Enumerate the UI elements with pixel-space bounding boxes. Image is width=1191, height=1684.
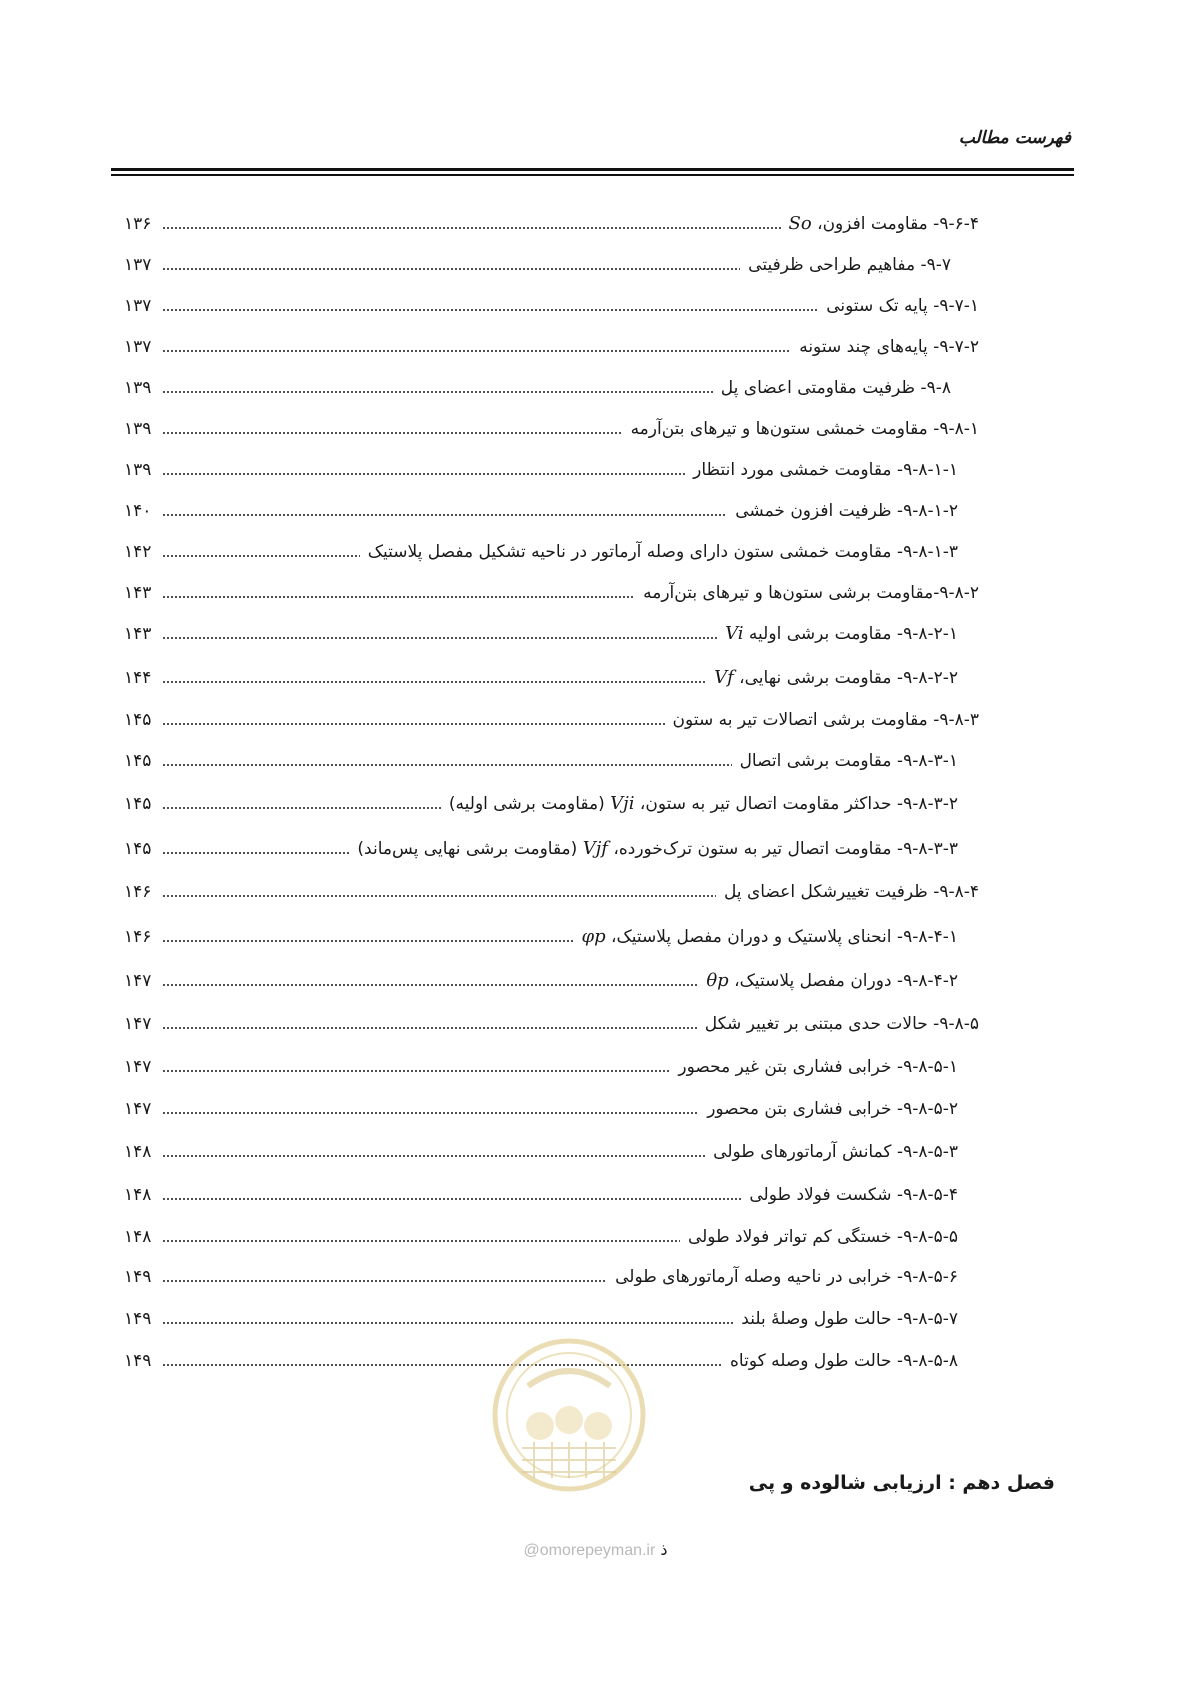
toc-dot-leader <box>162 852 349 854</box>
toc-page-number: ۱۴۷ <box>124 1014 152 1034</box>
toc-entry-title: ۹-۸-۲-۱- مقاومت برشی اولیه Vi <box>725 623 958 644</box>
toc-entry[interactable] <box>0 295 1191 329</box>
math-symbol: Vi <box>725 623 744 644</box>
toc-dot-leader <box>162 596 635 598</box>
toc-page-number: ۱۴۸ <box>124 1142 152 1162</box>
toc-entry-title: ۹-۸-۳- مقاومت برشی اتصالات تیر به ستون <box>672 710 979 730</box>
toc-page-number: ۱۳۷ <box>124 337 152 357</box>
toc-page-number: ۱۳۶ <box>124 214 152 234</box>
toc-entry[interactable] <box>0 926 1191 960</box>
toc-page-number: ۱۴۵ <box>124 710 152 730</box>
header-rule-thin <box>111 174 1074 176</box>
toc-page-number: ۱۳۹ <box>124 419 152 439</box>
toc-dot-leader <box>162 637 717 639</box>
toc-page-number: ۱۴۶ <box>124 882 152 902</box>
toc-dot-leader <box>162 1198 741 1200</box>
toc-dot-leader <box>162 227 781 229</box>
toc-page-number: ۱۴۹ <box>124 1309 152 1329</box>
toc-entry[interactable] <box>0 1056 1191 1090</box>
toc-page-number: ۱۴۵ <box>124 794 152 814</box>
toc-page-number: ۱۴۰ <box>124 501 152 521</box>
toc-entry-title: ۹-۸-۵-۵- خستگی کم تواتر فولاد طولی <box>687 1227 958 1247</box>
toc-entry-title: ۹-۸-۴-۲- دوران مفصل پلاستیک، θp <box>706 970 958 991</box>
toc-dot-leader <box>162 1070 670 1072</box>
math-symbol: Vf <box>714 667 734 688</box>
toc-page-number: ۱۴۲ <box>124 542 152 562</box>
toc-entry[interactable] <box>0 1184 1191 1218</box>
math-symbol: Vji <box>610 793 635 814</box>
math-symbol: φp <box>581 926 606 947</box>
toc-entry-title: ۹-۸-۵-۳- کمانش آرماتورهای طولی <box>713 1142 958 1162</box>
toc-page-number: ۱۳۹ <box>124 378 152 398</box>
toc-entry-title: ۹-۶-۴- مقاومت افزون، So <box>788 213 979 234</box>
running-head: فهرست مطالب <box>958 128 1071 148</box>
toc-entry[interactable] <box>0 336 1191 370</box>
math-symbol: θp <box>706 970 729 991</box>
toc-entry-title: ۹-۷-۱- پایه تک ستونی <box>826 296 979 316</box>
toc-dot-leader <box>162 350 791 352</box>
toc-page-number: ۱۳۹ <box>124 460 152 480</box>
toc-entry[interactable] <box>0 1098 1191 1132</box>
toc-entry-title: ۹-۸-۵-۷- حالت طول وصلهٔ بلند <box>741 1309 958 1329</box>
toc-dot-leader <box>162 1027 697 1029</box>
publisher-seal-icon <box>490 1336 648 1494</box>
header-rule-thick <box>111 168 1074 171</box>
toc-page-number: ۱۳۷ <box>124 296 152 316</box>
toc-entry[interactable] <box>0 500 1191 534</box>
toc-page-number: ۱۴۸ <box>124 1185 152 1205</box>
toc-entry[interactable] <box>0 1141 1191 1175</box>
toc-page-number: ۱۴۹ <box>124 1351 152 1371</box>
watermark-url: @omorepeyman.ir <box>523 1542 656 1559</box>
toc-dot-leader <box>162 984 698 986</box>
toc-page-number: ۱۴۹ <box>124 1267 152 1287</box>
toc-entry-title: ۹-۸- ظرفیت مقاومتی اعضای پل <box>720 378 951 398</box>
toc-entry-title: ۹-۸-۵-۱- خرابی فشاری بتن غیر محصور <box>678 1057 958 1077</box>
toc-page-number: ۱۴۵ <box>124 839 152 859</box>
toc-page-number: ۱۳۷ <box>124 255 152 275</box>
toc-entry[interactable] <box>0 667 1191 701</box>
toc-dot-leader <box>162 555 360 557</box>
toc-dot-leader <box>162 268 740 270</box>
toc-entry-title: ۹-۸-۳-۲- حداکثر مقاومت اتصال تیر به ستون، Vji (مقاومت برشی اولیه) <box>448 793 958 814</box>
toc-entry[interactable] <box>0 1266 1191 1300</box>
toc-entry-title: ۹-۸-۵-۶- خرابی در ناحیه وصله آرماتورهای طولی <box>615 1267 958 1287</box>
toc-entry-title: ۹-۸-۵- حالات حدی مبتنی بر تغییر شکل <box>704 1014 979 1034</box>
toc-entry-title: ۹-۸-۵-۲- خرابی فشاری بتن محصور <box>707 1099 958 1119</box>
toc-entry-title: ۹-۸-۳-۳- مقاومت اتصال تیر به ستون ترک‌خورده، Vjf (مقاومت برشی نهایی پس‌ماند) <box>357 838 958 859</box>
toc-entry[interactable] <box>0 213 1191 247</box>
toc-entry-title: ۹-۸-۲-۲- مقاومت برشی نهایی، Vf <box>714 667 958 688</box>
toc-entry-title: ۹-۸-۳-۱- مقاومت برشی اتصال <box>739 751 958 771</box>
math-symbol: Vjf <box>582 838 608 859</box>
toc-page-number: ۱۴۷ <box>124 1057 152 1077</box>
toc-dot-leader <box>162 1280 607 1282</box>
toc-entry-title: ۹-۸-۵-۴- شکست فولاد طولی <box>749 1185 958 1205</box>
toc-entry[interactable] <box>0 254 1191 288</box>
chapter-heading: فصل دهم : ارزیابی شالوده و پی <box>748 1472 1055 1494</box>
toc-dot-leader <box>162 895 716 897</box>
toc-entry[interactable] <box>0 377 1191 411</box>
toc-entry-title: ۹-۸-۴-۱- انحنای پلاستیک و دوران مفصل پلاستیک، φp <box>581 926 958 947</box>
toc-dot-leader <box>162 764 732 766</box>
toc-dot-leader <box>162 432 623 434</box>
toc-dot-leader <box>162 391 713 393</box>
toc-entry-title: ۹-۷- مفاهیم طراحی ظرفیتی <box>748 255 951 275</box>
toc-dot-leader <box>162 473 685 475</box>
toc-dot-leader <box>162 940 574 942</box>
toc-entry-title: ۹-۸-۵-۸- حالت طول وصله کوتاه <box>730 1351 958 1371</box>
page-footer <box>0 1540 1191 1560</box>
toc-entry-title: ۹-۷-۲- پایه‌های چند ستونه <box>799 337 979 357</box>
toc-entry-title: ۹-۸-۱-۲- ظرفیت افزون خمشی <box>735 501 958 521</box>
toc-entry-title: ۹-۸-۱-۳- مقاومت خمشی ستون دارای وصله آرماتور در ناحیه تشکیل مفصل پلاستیک <box>367 542 958 562</box>
toc-entry-title: ۹-۸-۱- مقاومت خمشی ستون‌ها و تیرهای بتن‌آرمه <box>630 419 979 439</box>
toc-entry[interactable] <box>0 459 1191 493</box>
toc-page-number: ۱۴۳ <box>124 624 152 644</box>
toc-entry[interactable] <box>0 750 1191 784</box>
toc-dot-leader <box>162 1155 705 1157</box>
toc-page-number: ۱۴۳ <box>124 583 152 603</box>
toc-entry-title: ۹-۸-۲-مقاومت برشی ستون‌ها و تیرهای بتن‌آرمه <box>643 583 979 603</box>
toc-dot-leader <box>162 514 727 516</box>
toc-entry[interactable] <box>0 541 1191 575</box>
toc-entry[interactable] <box>0 881 1191 915</box>
toc-dot-leader <box>162 1112 699 1114</box>
toc-dot-leader <box>162 807 441 809</box>
toc-dot-leader <box>162 1240 680 1242</box>
toc-entry[interactable] <box>0 1226 1191 1260</box>
toc-page-number: ۱۴۷ <box>124 1099 152 1119</box>
toc-entry[interactable] <box>0 623 1191 657</box>
toc-dot-leader <box>162 309 818 311</box>
toc-entry-title: ۹-۸-۱-۱- مقاومت خمشی مورد انتظار <box>693 460 958 480</box>
toc-page-number: ۱۴۶ <box>124 927 152 947</box>
toc-entry[interactable] <box>0 970 1191 1004</box>
toc-page-number: ۱۴۴ <box>124 668 152 688</box>
toc-entry[interactable] <box>0 1013 1191 1047</box>
toc-entry[interactable] <box>0 793 1191 827</box>
toc-dot-leader <box>162 723 665 725</box>
math-symbol: So <box>788 213 812 234</box>
toc-entry[interactable] <box>0 709 1191 743</box>
toc-entry[interactable] <box>0 838 1191 872</box>
toc-dot-leader <box>162 681 706 683</box>
toc-page-number: ۱۴۸ <box>124 1227 152 1247</box>
page-folio: ذ <box>660 1540 668 1559</box>
toc-dot-leader <box>162 1322 733 1324</box>
toc-entry[interactable] <box>0 418 1191 452</box>
toc-entry-title: ۹-۸-۴- ظرفیت تغییرشکل اعضای پل <box>723 882 979 902</box>
toc-page-number: ۱۴۵ <box>124 751 152 771</box>
toc-page-number: ۱۴۷ <box>124 971 152 991</box>
toc-entry[interactable] <box>0 582 1191 616</box>
